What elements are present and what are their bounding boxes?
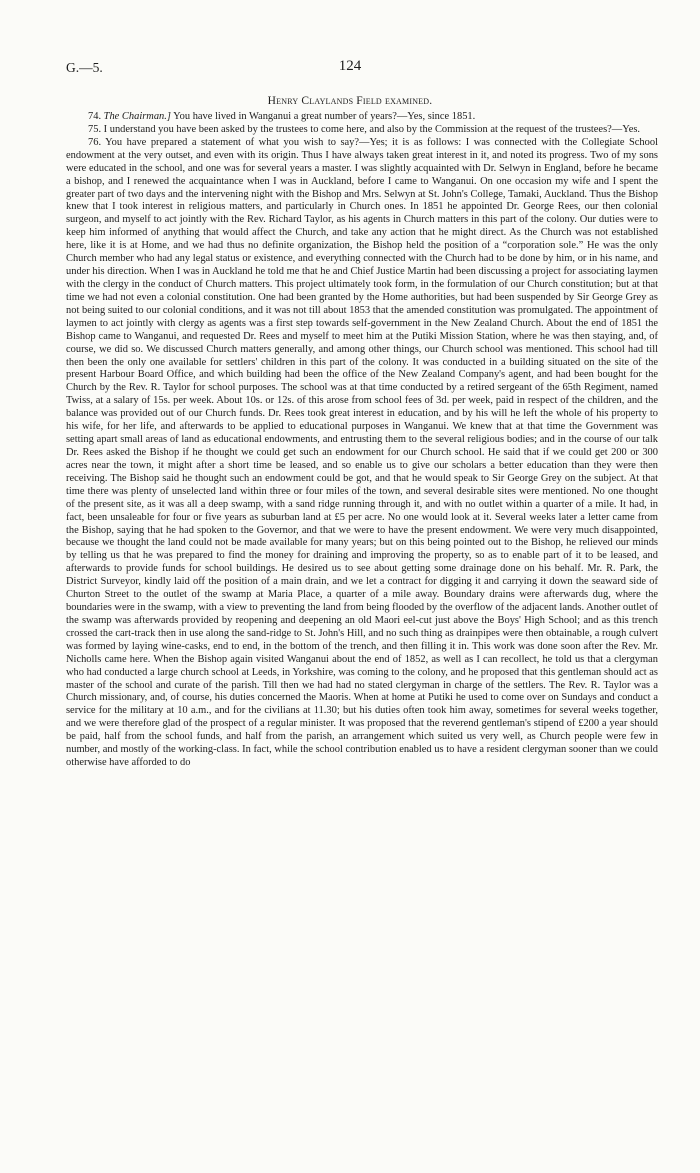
question-number: 74. — [88, 111, 102, 122]
question-number: 75. — [88, 123, 102, 135]
document-reference: G.—5. — [66, 60, 103, 75]
paragraph-text: You have prepared a statement of what you wish to say?—Yes; it is as follows: I was connected with the Collegiate School endowment at the very outset, and even with its origin. Thus I have always taken great interest in it, and noted its progress. Two of my sons were educated in the school, and one was for several years a master. I was slightly acquainted with Dr. Selwyn in England, before he became a bishop, and I renewed the acquaintance when I was in Auckland, before I came to Wanganui. On one occasion my wife and I spent the greater part of two days and the intervening night with the Bishop and Mrs. Selwyn at St. John's College, Tamaki, Auckland. Thus the Bishop knew that I took interest in religious matters, and particularly in Church ones. In 1851 he appointed Dr. George Rees, our then colonial surgeon, and myself to act jointly with the Rev. Richard Taylor, as his agents in Church matters in this part of the colony. Our duties were to keep him informed of anything that would affect the Church, and take any action that he might direct. As the Church was not established here, like it is at Home, and we had thus no definite organization, the Bishop held the position of a “corporation sole.” He was the only Church member who had any legal status or existence, and everything connected with the Church had to be done by him, or in his name, and under his direction. When I was in Auckland he told me that he and Chief Justice Martin had been discussing a project for associating laymen with the clergy in the conduct of Church matters. This project ultimately took form, in the formulation of our Church constitution; but at that time we had not even a colonial constitution. One had been granted by the Home authorities, but had been suspended by Sir George Grey as not being suited to our colonial conditions, and it was not till about 1853 that the amended constitution was promulgated. The appointment of laymen to act jointly with clergy as agents was a first step towards self-government in the New Zealand Church. About the end of 1851 the Bishop came to Wanganui, and requested Dr. Rees and myself to meet him at the Putiki Mission Station, where he was then staying, and, of course, we did so. We discussed Church matters generally, and among other things, our Church school was mentioned. This school had till then been the only one available for settlers' children in this part of the colony. It was conducted in a building situated on the site of the present Harbour Board Office, and which building had been the office of the New Zealand Company's agent, and had been bought for the Church by the Rev. R. Taylor for school purposes. The school was at that time conducted by a retired sergeant of the 65th Regiment, named Twiss, at a salary of 15s. per week. About 10s. or 12s. of this arose from school fees of 3d. per week, paid in respect of the children, and the balance was provided out of our Church funds. Dr. Rees took great interest in education, and by his will he left the whole of his property to his wife, for her life, and afterwards to be applied to educational purposes in Wanganui. We knew that at that time the Government was setting apart small areas of land as educational endowments, and entrusting them to the several religious bodies; and in the course of our talk Dr. Rees asked the Bishop if he thought we could get such an endowment for our Church school. He said that if we could get 200 or 300 acres near the town, it might after a short time be leased, and so enable us to give our scholars a better education than they were then receiving. The Bishop said he thought such an endowment could be got, and that he would speak to Sir George Grey on the subject. At that time there was plenty of unselected land within three or four miles of the town, and several desirable sites were mentioned. No one thought of the present site, as it was all a deep swamp, with a sand ridge running through it, and with no outlet within a quarter of a mile. It had, in fact, been unsaleable for four or five years as suburban land at £5 per acre. No one would look at it. Several weeks later a letter came from the Bishop, saying that he had spoken to the Governor, and that we were to have the present endowment. We were very much disappointed, because we thought the land could not be made available for many years; but on this being pointed out to the Bishop, he relieved our minds by telling us that he was prepared to find the money for draining and improving the property, so as to enable part of it to be leased, and afterwards to provide funds for school buildings. He desired us to see about getting some drainage done on his behalf. Mr. R. Park, the District Surveyor, kindly laid off the position of a main drain, and we let a contract for digging it and carrying it down the seaward side of Churton Street to the outlet of the swamp at Maria Place, a quarter of a mile away. Boundary drains were afterwards dug, where the boundaries were in the swamp, with a view to preventing the land from being flooded by the overflow of the adjacent lands. Another outlet of the swamp was afterwards provided by reopening and deepening an old Maori eel-cut just above the Boys' High School; and as this trench crossed the cart-track then in use along the sand-ridge to St. John's Hill, and no such thing as drainpipes were then obtainable, a rough culvert was formed by laying wine-casks, end to end, in the bottom of the trench, and then filling it in. This work was done soon after the Rev. Mr. Nicholls came here. When the Bishop again visited Wanganui about the end of 1852, as well as I can recollect, he told us that a clergyman who had conducted a large church school at Leeds, in Yorkshire, was coming to the colony, and he proposed that this gentleman should act as master of the school and curate of the parish. Till then we had had no stated clergyman in charge of the settlers. The Rev. R. Taylor was a Church missionary, and, of course, his duties concerned the Maoris. When at home at Putiki he used to come over on Sundays and conduct a service for the military at 10 a.m., and for the civilians at 11.30; but his duties often took him away, sometimes for several weeks together, and we were therefore glad of the prospect of a regular minister. It was proposed that the reverend gentleman's stipend of £200 a year should be paid, half from the school funds, and half from the parish, an arrangement which suited us very well, as Church people were few in number, and mostly of the working-class. In fact, while the school contribution enabled us to have a resident clergyman sooner than we could otherwise have afforded to do — [66, 136, 658, 769]
page-number: 124 — [338, 58, 362, 74]
speaker: The Chairman.] — [103, 111, 171, 122]
paragraph-text: You have lived in Wanganui a great number of years?—Yes, since 1851. — [173, 111, 476, 122]
paragraph-text: I understand you have been asked by the trustees to come here, and also by the Commission at the request of the trustees?—Yes. — [103, 123, 640, 135]
question-number: 76. — [88, 136, 102, 148]
paragraph-76 — [66, 137, 658, 770]
paragraph-75 — [66, 124, 658, 137]
document-body — [66, 111, 658, 770]
section-heading: Henry Claylands Field examined. — [267, 95, 433, 107]
paragraph-74 — [66, 111, 658, 124]
